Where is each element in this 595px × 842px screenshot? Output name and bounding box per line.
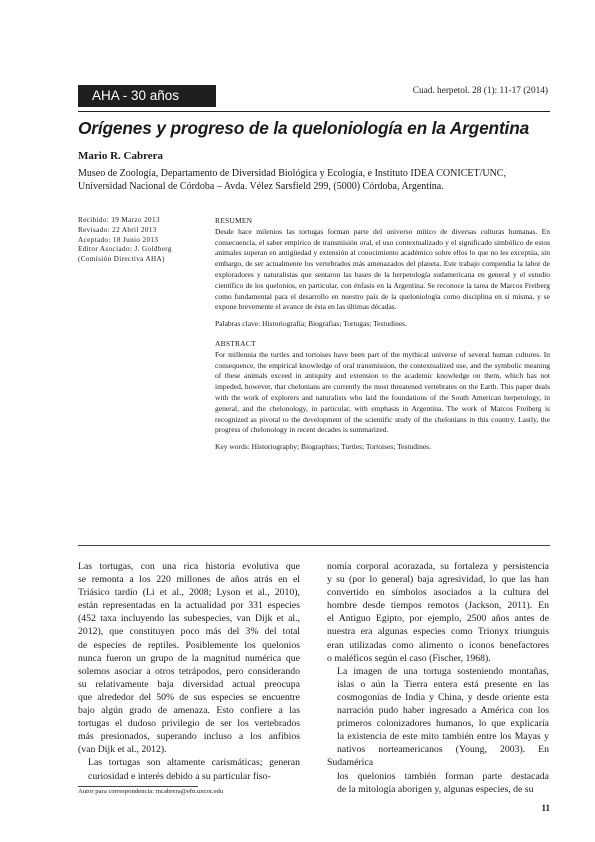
text-line: y su (por lo general) baja agresividad, lo que las han (327, 574, 549, 586)
footnote-rule (78, 786, 198, 787)
author-name: Mario R. Cabrera (78, 150, 164, 162)
text-line: su relativamente baja diversidad actual preocupa (78, 678, 300, 690)
paragraph (327, 665, 549, 796)
text-line: convertido en símbolos asociados a la cultura del (327, 587, 549, 599)
text-line: de la mitología aborigen y, algunas especies, de su (337, 783, 534, 795)
text-line: los quelonios también forman parte destacada (337, 770, 549, 782)
article-title: Orígenes y progreso de la queloniología en la Argentina (78, 118, 530, 138)
abstract-separator (78, 545, 550, 546)
text-line: primeros colonizadores humanos, lo que explicaría (337, 718, 549, 730)
text-line: (452 taxa incluyendo las subespecies, van Dijk et al., (78, 613, 300, 625)
revised-date: Revisado: 22 Abril 2013 (78, 225, 157, 234)
article-history (78, 216, 206, 265)
text-line: Triásico tardío (Li et al., 2008; Lyson et al., 2010), (78, 587, 300, 599)
text-line: Las tortugas son altamente carismáticas; generan (88, 757, 300, 769)
body-column-left (78, 560, 300, 783)
text-line: el Antiguo Egipto, por ejemplo, 2500 años antes de (327, 613, 549, 625)
resumen-keywords: Palabras clave: Historiografía; Biografías; Tortugas; Testudines. (215, 319, 407, 329)
page-number: 11 (541, 803, 550, 813)
text-line: hombre desde tiempos remotos (Jackson, 2011). En (327, 600, 549, 612)
received-date: Recibido: 19 Marzo 2013 (78, 216, 160, 224)
resumen-text: Desde hace milenios las tortugas forman parte del universo mítico de diversas culturas humanas. En consecuencia, el saber empírico de transmisión oral, el uso contextualizado y el significado simbólico de estos animales superan en antigüedad y extensión al conocimiento académico sobre ellos lo que no les exceptúa, sin embargo, de ser actualmente los vertebrados más amenazados del planeta. Este trabajo compendia la labor de exploradores y naturalistas que sentaron las bases de la herpetología sudamericana en general y el estudio científico de los quelonios, en particular, con énfasis en la Argentina. Se reconoce la tarea de Marcos Freiberg como fundamental para el desarrollo en nuestro país de la queloniología como disciplina en sí misma, y se expone brevemente el avance de ésta en las últimas décadas. (215, 226, 550, 312)
text-line: solemos asociar a otros tetrápodos, pero considerando (78, 665, 300, 677)
author-affiliation: Museo de Zoología, Departamento de Diversidad Biológica y Ecología, e Instituto IDEA CONICET/UNC, Universidad Nacional de Córdoba – Avda. Vélez Sarsfield 299, (5000) Córdoba, Argentina. (78, 168, 506, 192)
text-line: 2012), que constituyen poco más del 3% del total (78, 626, 300, 638)
abstract-keywords: Key words: Historiography; Biographies; Turtles; Tortoises; Testudines. (215, 442, 431, 452)
abstract-text: For millennia the turtles and tortoises have been part of the mythical universe of several human cultures. In consequence, the empirical knowledge of oral transmission, the contextualized use, and the symbolic meaning of these animals exceed in antiquity and extension to the academic knowledge on them, which has not impeded, however, that chelonians are currently the most threatened vertebrates on the Earth. This paper deals with the work of explorers and naturalists who laid the foundations of the South American herpetology, in general, and the chelonology, in particular, with emphasis in Argentina. The work of Marcos Freiberg is recognized as pivotal to the development of the scientific study of the chelonians in this country. Lastly, the progress of chelonology in recent decades is summarized. (215, 349, 550, 435)
header-rule (78, 111, 550, 112)
text-line: nunca fueron un grupo de la magnitud numérica que (78, 652, 300, 664)
text-line: nuestra era algunas especies como Trionyx triunguis (327, 626, 549, 638)
text-line: eran utilizadas como alimento o íconos benefactores (327, 639, 549, 651)
text-line: o maléficos según el caso (Fischer, 1968). (327, 652, 491, 664)
text-line: que alrededor del 50% de sus especies se encuentre (78, 691, 300, 703)
accepted-date: Aceptado: 18 Junio 2013 (78, 235, 159, 244)
text-line: curiosidad e interés debido a su particular fiso- (88, 770, 271, 782)
text-line: nativos norteamericanos (Young, 2003). En Sudamérica (327, 744, 549, 769)
text-line: (van Dijk et al., 2012). (78, 744, 167, 756)
paragraph (78, 756, 300, 782)
text-line: islas o aún la Tierra entera está presente en las (337, 678, 549, 690)
paragraph (327, 560, 549, 665)
text-line: nomía corporal acorazada, su fortaleza y persistencia (327, 561, 549, 572)
text-line: bajo algún grado de amenaza. Esto confiere a las (78, 705, 300, 717)
body-column-right (327, 560, 549, 796)
text-line: están representadas en la actualidad por 331 especies (78, 600, 300, 612)
text-line: Las tortugas, con una rica historia evolutiva que (78, 561, 300, 572)
editor-commission: (Comisión Directiva AHA) (78, 255, 165, 264)
journal-citation: Cuad. herpetol. 28 (1): 11-17 (2014) (412, 86, 548, 96)
text-line: más presionados, superando incluso a los anfibios (78, 731, 300, 743)
text-line: La imagen de una tortuga sosteniendo montañas, (337, 665, 549, 677)
associate-editor: Editor Asociado: J. Goldberg (78, 245, 172, 254)
paragraph (78, 560, 300, 756)
text-line: cosmogonías de India y China, y desde oriente esta (337, 691, 549, 703)
abstract-heading: ABSTRACT (215, 338, 256, 348)
corresponding-author-footnote: Autor para correspondencia: mcabrera@efn.uncor.edu (78, 788, 224, 795)
text-line: tortugas el dudoso privilegio de ser los vertebrados (78, 718, 300, 730)
text-line: narración pudo haber ingresado a América con los (337, 705, 549, 717)
section-banner: AHA - 30 años (78, 85, 216, 107)
resumen-heading: RESUMEN (215, 216, 253, 225)
text-line: de especies de reptiles. Posiblemente los quelonios (78, 639, 300, 651)
text-line: se remonta a los 220 millones de años atrás en el (78, 574, 300, 586)
abstracts-block (215, 216, 550, 453)
text-line: la existencia de este mito también entre los Mayas y (337, 731, 549, 743)
